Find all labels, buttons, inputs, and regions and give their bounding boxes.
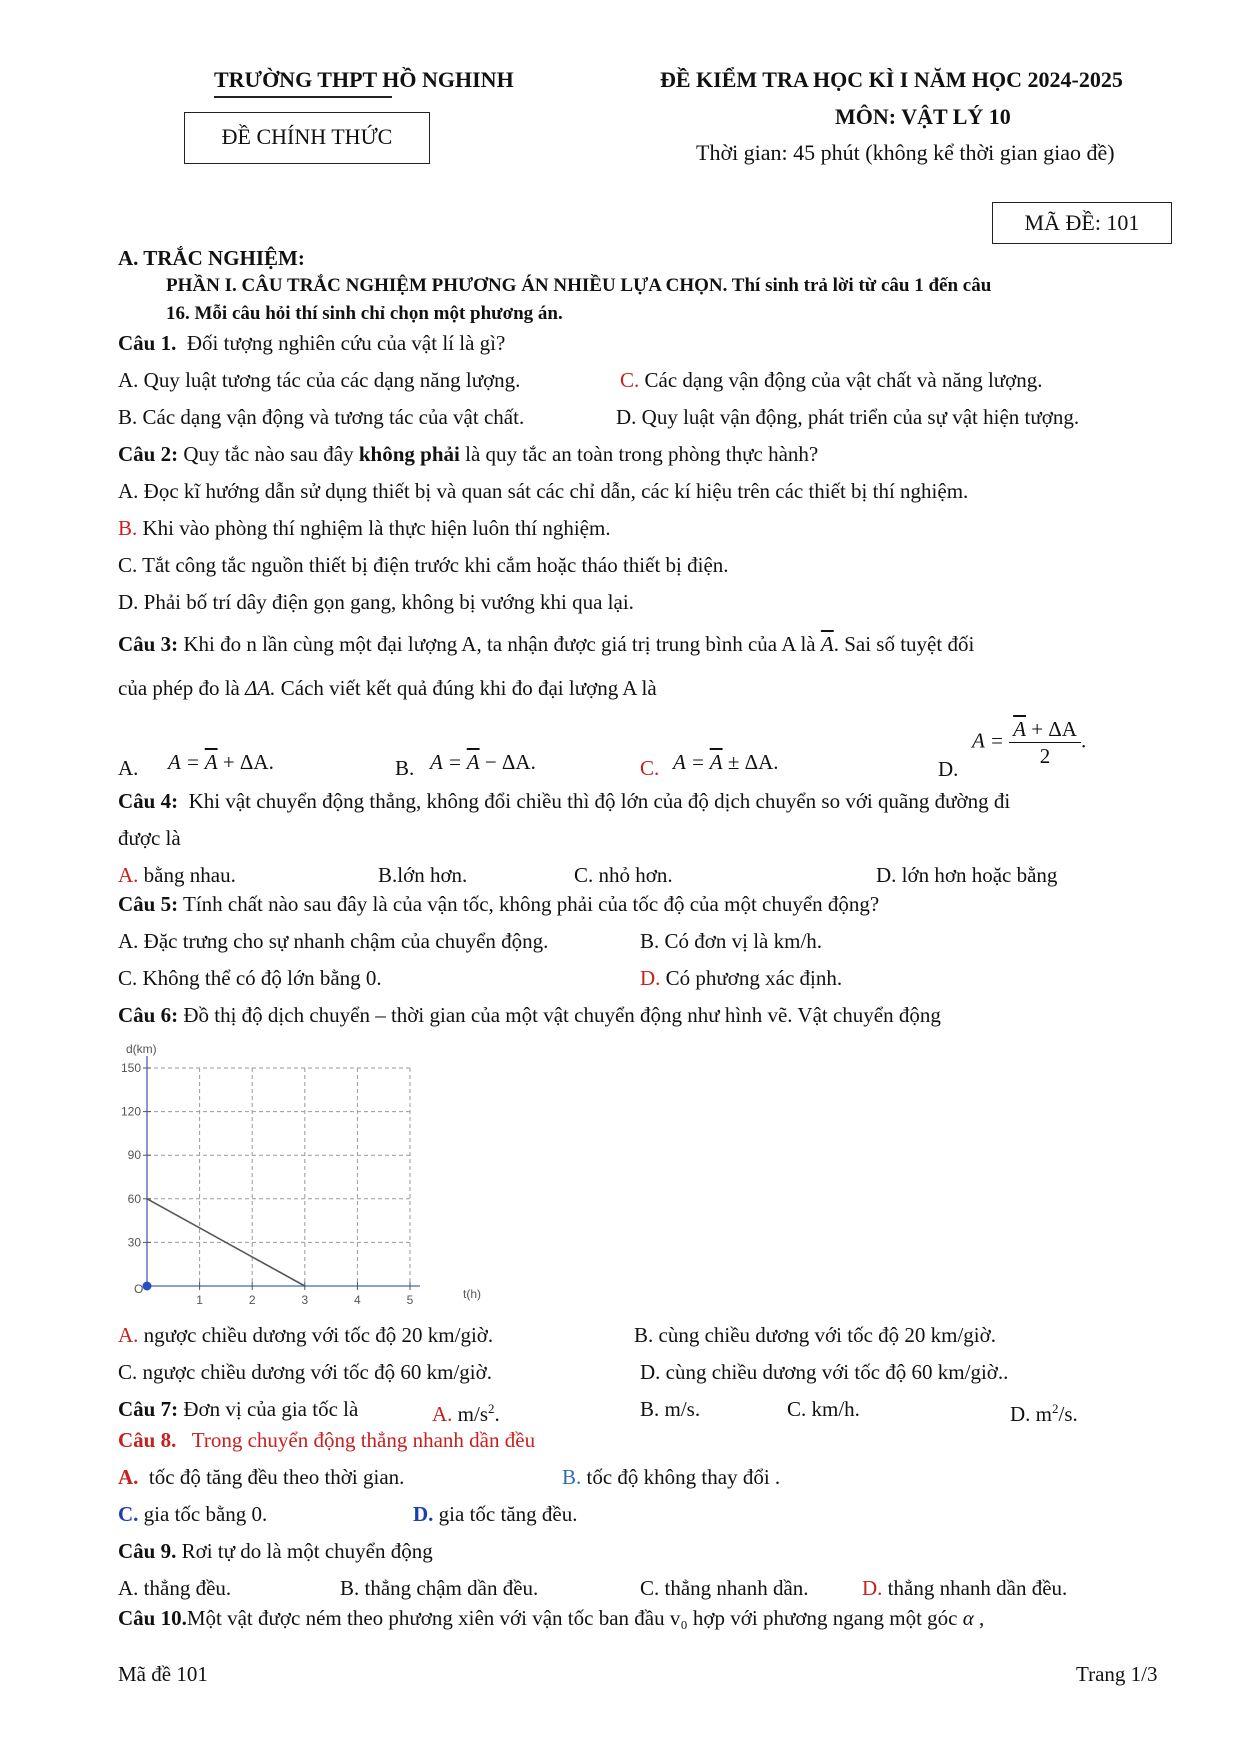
q3-stem-line1: Câu 3: Khi đo n lần cùng một đại lượng A, ta nhận được giá trị trung bình của A là $\overline{A}$. Sai số tuyệt đối: [118, 632, 975, 656]
chart-ticks: [121, 1061, 414, 1307]
chart-ylabel: d(km): [126, 1042, 157, 1056]
q5-option-b: B. Có đơn vị là km/h.: [640, 929, 823, 953]
q9-option-b: B. thẳng chậm dần đều.: [340, 1576, 539, 1600]
q8-stem: Câu 8. Trong chuyển động thẳng nhanh dần đều: [118, 1428, 536, 1452]
q3-option-b-formula: $A = \overline{A} - \Delta A$.: [430, 750, 536, 774]
x-tick-label: 5: [406, 1293, 414, 1307]
q4-option-b: B.lớn hơn.: [378, 863, 468, 887]
q1-option-d: D. Quy luật vận động, phát triển của sự vật hiện tượng.: [616, 405, 1080, 429]
q6-option-a: A. ngược chiều dương với tốc độ 20 km/giờ.: [118, 1323, 494, 1347]
q2-stem: Câu 2: Quy tắc nào sau đây không phải là quy tắc an toàn trong phòng thực hành?: [118, 442, 819, 466]
q2-option-d: D. Phải bố trí dây điện gọn gang, không bị vướng khi qua lại.: [118, 590, 634, 614]
q7-option-a: A. $m/s^2$.: [432, 1401, 500, 1426]
displacement-time-chart: [110, 1036, 510, 1316]
q2-option-c: C. Tắt công tắc nguồn thiết bị điện trước khi cắm hoặc tháo thiết bị điện.: [118, 553, 729, 577]
q8-option-d: D. gia tốc tăng đều.: [413, 1502, 578, 1526]
q4-option-c: C. nhỏ hơn.: [574, 863, 673, 887]
q5-option-c: C. Không thể có độ lớn bằng 0.: [118, 966, 382, 990]
footer-page-number: Trang 1/3: [1076, 1662, 1158, 1686]
exam-title: ĐỀ KIỂM TRA HỌC KÌ I NĂM HỌC 2024-2025: [660, 67, 1123, 92]
q5-option-a: A. Đặc trưng cho sự nhanh chậm của chuyển động.: [118, 929, 549, 953]
q3-option-c-letter: C.: [640, 756, 660, 780]
y-tick-label: 120: [120, 1104, 141, 1119]
q3-option-a-letter: A.: [118, 756, 139, 780]
q6-option-d: D. cùng chiều dương với tốc độ 60 km/giờ..: [640, 1360, 1009, 1384]
q9-stem: Câu 9. Rơi tự do là một chuyển động: [118, 1539, 433, 1563]
x-tick-label: 4: [354, 1293, 361, 1307]
q5-option-d: D. Có phương xác định.: [640, 966, 843, 990]
q4-stem-line1: Câu 4: Khi vật chuyển động thẳng, không đổi chiều thì độ lớn của độ dịch chuyển so với quãng đường đi: [118, 789, 1011, 813]
school-name: TRƯỜNG THPT HỒ NGHINH: [214, 67, 514, 92]
q7-option-d: D. $m^2/s$.: [1010, 1401, 1078, 1426]
q6-option-b: B. cùng chiều dương với tốc độ 20 km/giờ.: [634, 1323, 996, 1347]
q3-option-b-letter: B.: [395, 756, 415, 780]
q6-option-c: C. ngược chiều dương với tốc độ 60 km/giờ.: [118, 1360, 492, 1384]
x-tick-label: 2: [248, 1293, 256, 1307]
q3-option-d-letter: D.: [938, 757, 959, 781]
chart-axes: [147, 1056, 420, 1286]
duration: Thời gian: 45 phút (không kể thời gian giao đề): [696, 140, 1115, 165]
y-tick-label: 60: [127, 1191, 141, 1206]
q9-option-a: A. thẳng đều.: [118, 1576, 232, 1600]
q8-option-c: C. gia tốc bằng 0.: [118, 1502, 268, 1526]
exam-code-box: MÃ ĐỀ: 101: [992, 202, 1172, 244]
chart-xlabel: t(h): [463, 1287, 481, 1301]
q3-option-c-formula: $A = \overline{A} \pm \Delta A$.: [673, 750, 779, 774]
q2-option-b: B. Khi vào phòng thí nghiệm là thực hiện luôn thí nghiệm.: [118, 516, 611, 540]
school-underline: [214, 96, 392, 98]
q7-option-c: C. km/h.: [787, 1397, 860, 1421]
q4-stem-line2: được là: [118, 826, 181, 850]
subject: MÔN: VẬT LÝ 10: [835, 104, 1011, 129]
q4-option-a: A. bằng nhau.: [118, 863, 236, 887]
part-instructions-line2: 16. Mỗi câu hỏi thí sinh chỉ chọn một phương án.: [166, 303, 563, 324]
q4-option-d: D. lớn hơn hoặc bằng: [876, 863, 1058, 887]
q2-option-a: A. Đọc kĩ hướng dẫn sử dụng thiết bị và quan sát các chỉ dẫn, các kí hiệu trên các thiết bị thí nghiệm.: [118, 479, 969, 503]
q7-option-b: B. m/s.: [640, 1397, 701, 1421]
y-tick-label: 30: [127, 1235, 141, 1250]
chart-series: [143, 1199, 305, 1291]
x-tick-label: 3: [301, 1293, 309, 1307]
q1-option-b: B. Các dạng vận động và tương tác của vật chất.: [118, 405, 525, 429]
chart-origin-label: O: [134, 1282, 144, 1296]
q3-option-d-formula: A = $\frac{\overline{A} + \Delta A}{2}$ .: [972, 717, 1087, 768]
q1-stem: Câu 1. Đối tượng nghiên cứu của vật lí là gì?: [118, 331, 506, 355]
q1-option-c: C. Các dạng vận động của vật chất và năng lượng.: [620, 368, 1043, 392]
q9-option-c: C. thẳng nhanh dần.: [640, 1576, 809, 1600]
q8-option-b: B. tốc độ không thay đổi .: [562, 1465, 781, 1489]
q3-option-a-formula: $A = \overline{A} + \Delta A$.: [168, 750, 274, 774]
footer-exam-code: Mã đề 101: [118, 1662, 208, 1686]
q9-option-d: D. thẳng nhanh dần đều.: [862, 1576, 1068, 1600]
x-tick-label: 1: [196, 1293, 203, 1307]
origin-point: [143, 1282, 152, 1291]
q3-stem-line2: của phép đo là ΔA. Cách viết kết quả đúng khi đo đại lượng A là: [118, 676, 657, 700]
chart-grid: [147, 1068, 413, 1286]
y-tick-label: 150: [120, 1061, 141, 1075]
q1-option-a: A. Quy luật tương tác của các dạng năng lượng.: [118, 368, 521, 392]
official-box: ĐỀ CHÍNH THỨC: [184, 112, 430, 164]
q7-stem: Câu 7: Đơn vị của gia tốc là: [118, 1397, 359, 1421]
y-tick-label: 90: [127, 1148, 141, 1163]
q8-option-a: A. tốc độ tăng đều theo thời gian.: [118, 1465, 405, 1489]
q6-stem: Câu 6: Đồ thị độ dịch chuyển – thời gian của một vật chuyển động như hình vẽ. Vật chuyển động: [118, 1003, 941, 1027]
q10-stem: Câu 10.Một vật được ném theo phương xiên với vận tốc ban đầu v₀ hợp với phương ngang một góc α ,: [118, 1606, 985, 1630]
section-title: A. TRẮC NGHIỆM:: [118, 246, 305, 270]
part-instructions-line1: PHẦN I. CÂU TRẮC NGHIỆM PHƯƠNG ÁN NHIỀU LỰA CHỌN. Thí sinh trả lời từ câu 1 đến câu: [166, 275, 992, 296]
q5-stem: Câu 5: Tính chất nào sau đây là của vận tốc, không phải của tốc độ của một chuyển động?: [118, 892, 880, 916]
